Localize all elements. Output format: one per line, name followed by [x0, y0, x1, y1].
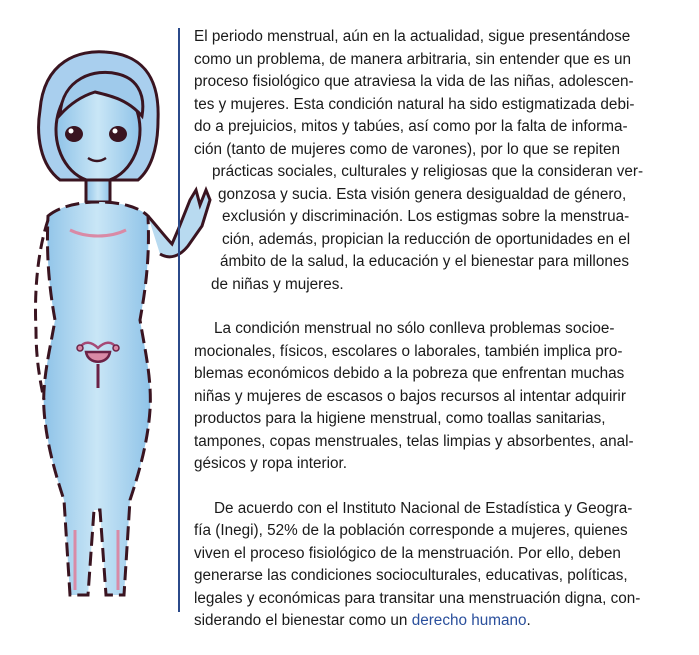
text-line: gonzosa y sucia. Esta visión genera desigualdad de género, — [218, 185, 627, 203]
paragraph-3 — [194, 498, 678, 633]
text-line: tes y mujeres. Esta condición natural ha sido estigmatizada debi- — [194, 95, 635, 113]
derecho-humano-link[interactable]: derecho humano — [411, 612, 527, 629]
text-line: generarse las condiciones socioculturales, educativas, políticas, — [194, 567, 628, 584]
text-line: exclusión y discriminación. Los estigmas sobre la menstrua- — [222, 208, 630, 225]
text-line: ámbito de la salud, la educación y el bienestar para millones — [220, 253, 630, 270]
text-line: El periodo menstrual, aún en la actualidad, sigue presentándose — [194, 28, 631, 45]
paragraph-2 — [194, 318, 678, 476]
text-line: legales y económicas para transitar una menstruación digna, con- — [194, 589, 641, 607]
text-line: gésicos y ropa interior. — [194, 455, 348, 472]
text-line: La condición menstrual no sólo conlleva problemas socioe- — [214, 320, 615, 337]
paragraph-1 — [194, 26, 678, 296]
text-line: ción (tanto de mujeres como de varones), por lo que se repiten — [194, 140, 620, 158]
text-line: productos para la higiene menstrual, como toallas sanitarias, — [194, 410, 606, 427]
vertical-divider — [178, 28, 180, 612]
text-line: prácticas sociales, culturales y religiosas que la consideran ver- — [212, 163, 644, 180]
text-line: fía (Inegi), 52% de la población corresponde a mujeres, quienes — [194, 522, 628, 539]
text-line: tampones, copas menstruales, telas limpias y absorbentes, anal- — [194, 432, 634, 450]
text-line-start: siderando el bienestar como un — [194, 612, 412, 629]
article-text — [194, 26, 678, 655]
text-line: do a prejuicios, mitos y tabúes, así como por la falta de informa- — [194, 118, 628, 135]
text-line: ción, además, propician la reducción de oportunidades en el — [222, 230, 631, 248]
text-line: blemas económicos debido a la pobreza que enfrentan muchas — [194, 365, 625, 382]
text-line: de niñas y mujeres. — [211, 275, 344, 293]
text-line: proceso fisiológico que atraviesa la vida de las niñas, adolescen- — [194, 73, 634, 90]
text-line: como un problema, de manera arbitraria, sin entender que es un — [194, 50, 632, 68]
text-line: mocionales, físicos, escolares o laborales, también implica pro- — [194, 342, 623, 360]
text-line: De acuerdo con el Instituto Nacional de Estadística y Geogra- — [214, 499, 633, 517]
text-line: niñas y mujeres de escasos o bajos recursos al intentar adquirir — [194, 387, 626, 405]
female-body-illustration-icon — [0, 30, 215, 620]
text-line — [194, 610, 678, 633]
text-line: viven el proceso fisiológico de la menstruación. Por ello, deben — [194, 544, 621, 562]
text-line-end: . — [526, 612, 531, 629]
